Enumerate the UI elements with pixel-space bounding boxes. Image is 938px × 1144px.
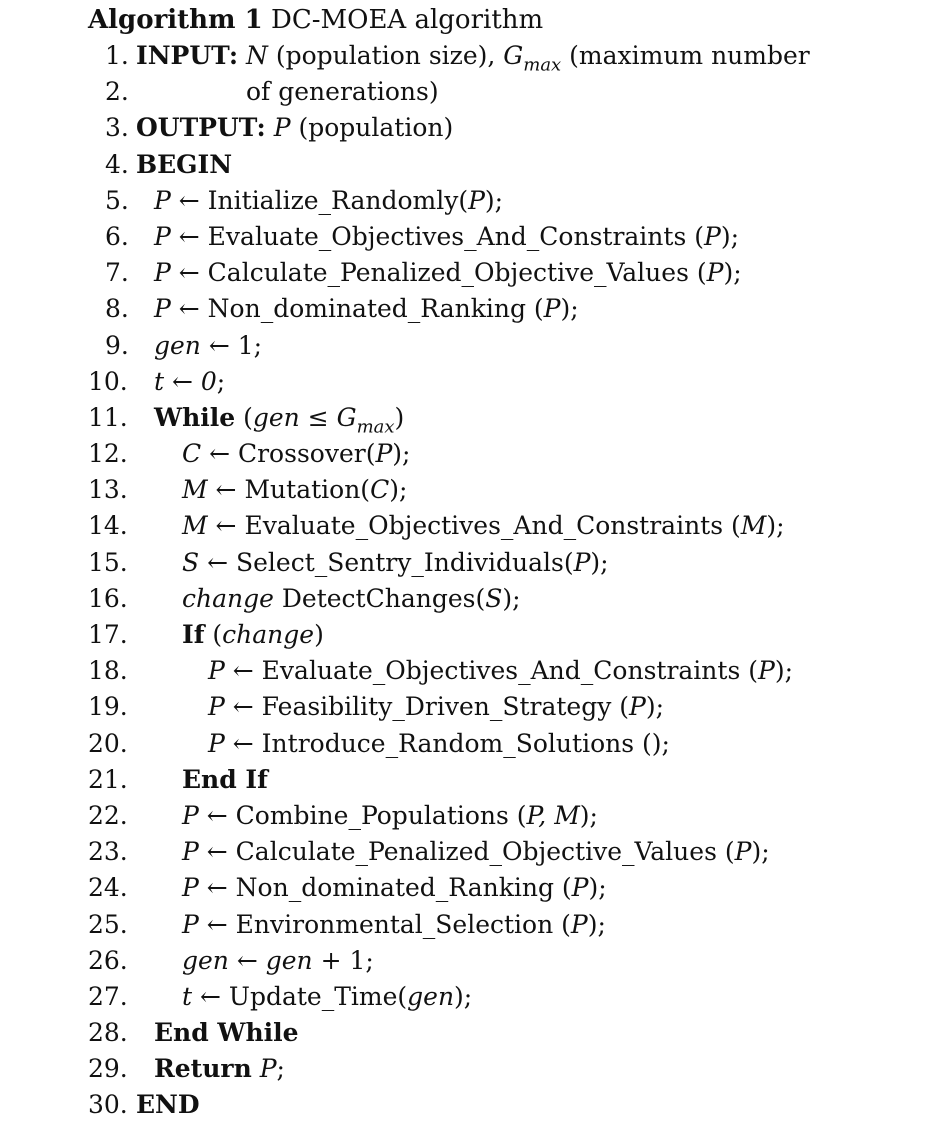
- line-code: [136, 147, 232, 183]
- line-number: 13.: [88, 475, 128, 505]
- line-code: [154, 328, 262, 364]
- algorithm-line: [88, 364, 928, 400]
- algorithm-lines: [88, 38, 928, 1124]
- code-text: ← Calculate_Penalized_Objective_Values (: [170, 258, 707, 288]
- code-text: );: [766, 511, 785, 541]
- line-code: [136, 110, 453, 146]
- math-symbol: P: [208, 692, 225, 722]
- code-text: + 1;: [312, 945, 374, 975]
- algorithm-line: [88, 183, 928, 219]
- line-number: 10.: [88, 366, 128, 396]
- math-symbol: S: [485, 583, 503, 613]
- line-number: 15.: [88, 547, 128, 577]
- code-text: ;: [276, 1054, 285, 1084]
- line-code: [182, 798, 598, 834]
- math-symbol: M: [182, 511, 208, 541]
- code-text: (: [235, 402, 253, 432]
- line-number: 7.: [105, 258, 129, 288]
- algorithm-block: [88, 2, 928, 1124]
- algorithm-line: [88, 943, 928, 979]
- algorithm-line: [88, 508, 928, 544]
- line-number: 14.: [88, 511, 128, 541]
- code-text: ← Non_dominated_Ranking (: [170, 294, 544, 324]
- math-symbol: P: [757, 656, 775, 686]
- line-number: 24.: [88, 873, 128, 903]
- algorithm-line: [88, 726, 928, 762]
- math-symbol: P: [182, 800, 199, 830]
- code-text: );: [502, 583, 521, 613]
- keyword: BEGIN: [136, 149, 233, 179]
- keyword: End If: [182, 764, 268, 794]
- math-symbol: P: [570, 909, 588, 939]
- math-symbol: C: [370, 475, 390, 505]
- code-text: ← Evaluate_Objectives_And_Constraints (: [207, 511, 741, 541]
- line-number: 25.: [88, 909, 128, 939]
- code-text: );: [389, 475, 408, 505]
- code-text: [266, 113, 274, 142]
- code-text: of generations): [246, 77, 439, 107]
- code-text: ← Calculate_Penalized_Objective_Values (: [198, 837, 735, 867]
- line-number: 30.: [88, 1090, 128, 1120]
- code-text: ← Feasibility_Driven_Strategy (: [224, 692, 630, 722]
- math-symbol: t: [154, 366, 165, 396]
- keyword: OUTPUT:: [136, 113, 266, 143]
- line-code: [182, 870, 607, 906]
- code-text: );: [560, 294, 579, 324]
- line-code: [182, 581, 521, 617]
- line-number: 26.: [88, 945, 128, 975]
- code-text: );: [392, 439, 411, 469]
- line-number: 12.: [88, 439, 128, 469]
- code-text: ← Introduce_Random_Solutions ();: [224, 728, 670, 758]
- math-symbol: 0: [200, 366, 217, 396]
- math-symbol: P: [273, 113, 291, 143]
- math-symbol: change: [222, 620, 315, 649]
- algorithm-line: [88, 870, 928, 906]
- line-code: [182, 979, 472, 1015]
- line-number: 21.: [88, 764, 128, 794]
- algorithm-line: [88, 219, 928, 255]
- algorithm-line: [88, 581, 928, 617]
- algorithm-line: [88, 74, 928, 110]
- keyword: End While: [154, 1018, 299, 1048]
- algorithm-line: [88, 653, 928, 689]
- algorithm-line: [88, 1051, 928, 1087]
- code-text: );: [720, 221, 739, 251]
- math-symbol: P: [154, 258, 171, 288]
- code-text: ;: [216, 366, 226, 396]
- code-text: ←: [228, 945, 266, 975]
- line-number: 4.: [105, 149, 129, 179]
- line-code: [154, 219, 739, 255]
- math-symbol: P: [259, 1054, 277, 1084]
- subscript: max: [356, 416, 395, 438]
- math-symbol: P: [182, 837, 199, 867]
- line-number: 29.: [88, 1054, 128, 1084]
- algorithm-label: Algorithm 1: [88, 5, 263, 35]
- code-text: ← Crossover(: [201, 439, 376, 469]
- algorithm-line: [88, 834, 928, 870]
- line-code: [154, 1015, 299, 1051]
- line-number: 18.: [88, 656, 128, 686]
- line-code: [136, 1087, 200, 1123]
- line-code: [182, 762, 268, 798]
- algorithm-line: [88, 110, 928, 146]
- math-symbol: M: [182, 475, 208, 505]
- line-number: 9.: [105, 330, 129, 360]
- code-text: DetectChanges(: [273, 583, 486, 613]
- code-text: ← Select_Sentry_Individuals(: [199, 547, 574, 577]
- line-code: [154, 291, 579, 327]
- line-number: 2.: [105, 77, 129, 107]
- code-text: ←: [164, 366, 201, 396]
- math-symbol: gen: [252, 402, 300, 432]
- line-code: [182, 617, 324, 653]
- code-text: ← Non_dominated_Ranking (: [198, 873, 572, 903]
- code-text: );: [454, 981, 473, 1011]
- code-text: ← Evaluate_Objectives_And_Constraints (: [170, 221, 704, 251]
- code-text: ← Evaluate_Objectives_And_Constraints (: [224, 656, 758, 686]
- code-text: );: [645, 692, 665, 722]
- math-symbol: P: [573, 547, 591, 577]
- code-text: [238, 41, 246, 70]
- code-text: );: [774, 656, 793, 686]
- math-symbol: P: [182, 873, 199, 903]
- math-symbol: gen: [407, 981, 455, 1011]
- code-text: ← 1;: [200, 330, 263, 360]
- algorithm-line: [88, 400, 928, 436]
- code-text: ← Mutation(: [207, 475, 371, 505]
- algorithm-line: [88, 436, 928, 472]
- code-text: );: [590, 547, 609, 577]
- line-code: [182, 508, 785, 544]
- line-number: 11.: [88, 402, 128, 432]
- math-symbol: P: [706, 258, 724, 288]
- line-number: 28.: [88, 1018, 128, 1048]
- line-number: 22.: [88, 800, 128, 830]
- algorithm-line: [88, 545, 928, 581]
- algorithm-name: DC-MOEA algorithm: [270, 5, 544, 35]
- math-symbol: gen: [182, 945, 229, 975]
- subscript: max: [523, 54, 562, 76]
- math-symbol: P: [154, 185, 171, 215]
- algorithm-line: [88, 328, 928, 364]
- code-text: ← Initialize_Randomly(: [170, 185, 469, 215]
- line-number: 16.: [88, 583, 128, 613]
- line-code: [208, 653, 793, 689]
- algorithm-line: [88, 147, 928, 183]
- line-code: [208, 726, 670, 762]
- code-text: ≤: [299, 402, 337, 432]
- line-code: [154, 364, 225, 400]
- algorithm-line: [88, 38, 928, 74]
- math-symbol: change: [182, 583, 274, 613]
- math-symbol: t: [182, 981, 193, 1011]
- line-code: [154, 1051, 285, 1087]
- math-symbol: P, M: [526, 800, 580, 830]
- line-number: 8.: [105, 294, 129, 324]
- line-code: [154, 183, 503, 219]
- math-symbol: P: [154, 221, 171, 251]
- math-symbol: G: [503, 41, 524, 70]
- keyword: While: [154, 402, 236, 432]
- code-text: ← Update_Time(: [192, 981, 408, 1011]
- math-symbol: P: [182, 909, 199, 939]
- algorithm-line: [88, 291, 928, 327]
- keyword: Return: [154, 1054, 252, 1084]
- code-text: );: [484, 185, 504, 215]
- code-text: ← Environmental_Selection (: [198, 909, 571, 939]
- line-code: [182, 545, 609, 581]
- line-number: 3.: [105, 113, 129, 143]
- line-code: [182, 436, 410, 472]
- code-text: ): [314, 620, 324, 649]
- line-number: 27.: [88, 981, 128, 1011]
- line-code: [154, 255, 742, 291]
- line-number: 1.: [105, 41, 129, 70]
- algorithm-line: [88, 1015, 928, 1051]
- code-text: );: [588, 873, 607, 903]
- algorithm-line: [88, 689, 928, 725]
- line-number: 6.: [105, 221, 129, 251]
- line-code: [182, 472, 407, 508]
- math-symbol: P: [375, 439, 393, 469]
- algorithm-title: [88, 2, 928, 38]
- line-number: 20.: [88, 728, 128, 758]
- algorithm-line: [88, 1087, 928, 1123]
- line-number: 5.: [105, 185, 129, 215]
- code-text: ← Combine_Populations (: [198, 800, 527, 830]
- code-text: (maximum number: [561, 41, 810, 70]
- line-code: [182, 907, 606, 943]
- algorithm-line: [88, 979, 928, 1015]
- math-symbol: C: [182, 439, 202, 469]
- code-text: );: [751, 837, 770, 867]
- math-symbol: P: [468, 185, 485, 215]
- keyword: END: [136, 1090, 200, 1120]
- line-code: [182, 834, 770, 870]
- math-symbol: P: [208, 656, 225, 686]
- code-text: [252, 1054, 260, 1083]
- math-symbol: P: [543, 294, 561, 324]
- keyword: If: [182, 620, 205, 649]
- algorithm-line: [88, 762, 928, 798]
- line-number: 23.: [88, 837, 128, 867]
- line-number: 19.: [88, 692, 128, 722]
- code-text: );: [579, 800, 598, 830]
- line-code: [182, 943, 374, 979]
- algorithm-line: [88, 617, 928, 653]
- code-text: (: [204, 620, 223, 649]
- math-symbol: S: [182, 547, 200, 577]
- code-text: (population): [290, 113, 454, 143]
- math-symbol: M: [740, 511, 767, 541]
- math-symbol: P: [734, 837, 752, 867]
- line-code: [246, 74, 439, 110]
- math-symbol: G: [336, 402, 357, 432]
- code-text: ): [394, 402, 405, 432]
- math-symbol: N: [246, 41, 268, 70]
- math-symbol: gen: [154, 330, 201, 360]
- keyword: INPUT:: [136, 41, 239, 70]
- line-number: 17.: [88, 620, 128, 649]
- line-code: [208, 689, 664, 725]
- line-code: [154, 400, 404, 436]
- code-text: );: [723, 258, 742, 288]
- algorithm-line: [88, 472, 928, 508]
- line-code: [136, 38, 810, 74]
- algorithm-line: [88, 907, 928, 943]
- math-symbol: P: [703, 221, 721, 251]
- algorithm-line: [88, 255, 928, 291]
- math-symbol: P: [629, 692, 646, 722]
- math-symbol: gen: [265, 945, 313, 975]
- math-symbol: P: [154, 294, 171, 324]
- code-text: (population size),: [267, 41, 504, 70]
- algorithm-line: [88, 798, 928, 834]
- math-symbol: P: [208, 728, 225, 758]
- code-text: );: [587, 909, 606, 939]
- math-symbol: P: [571, 873, 589, 903]
